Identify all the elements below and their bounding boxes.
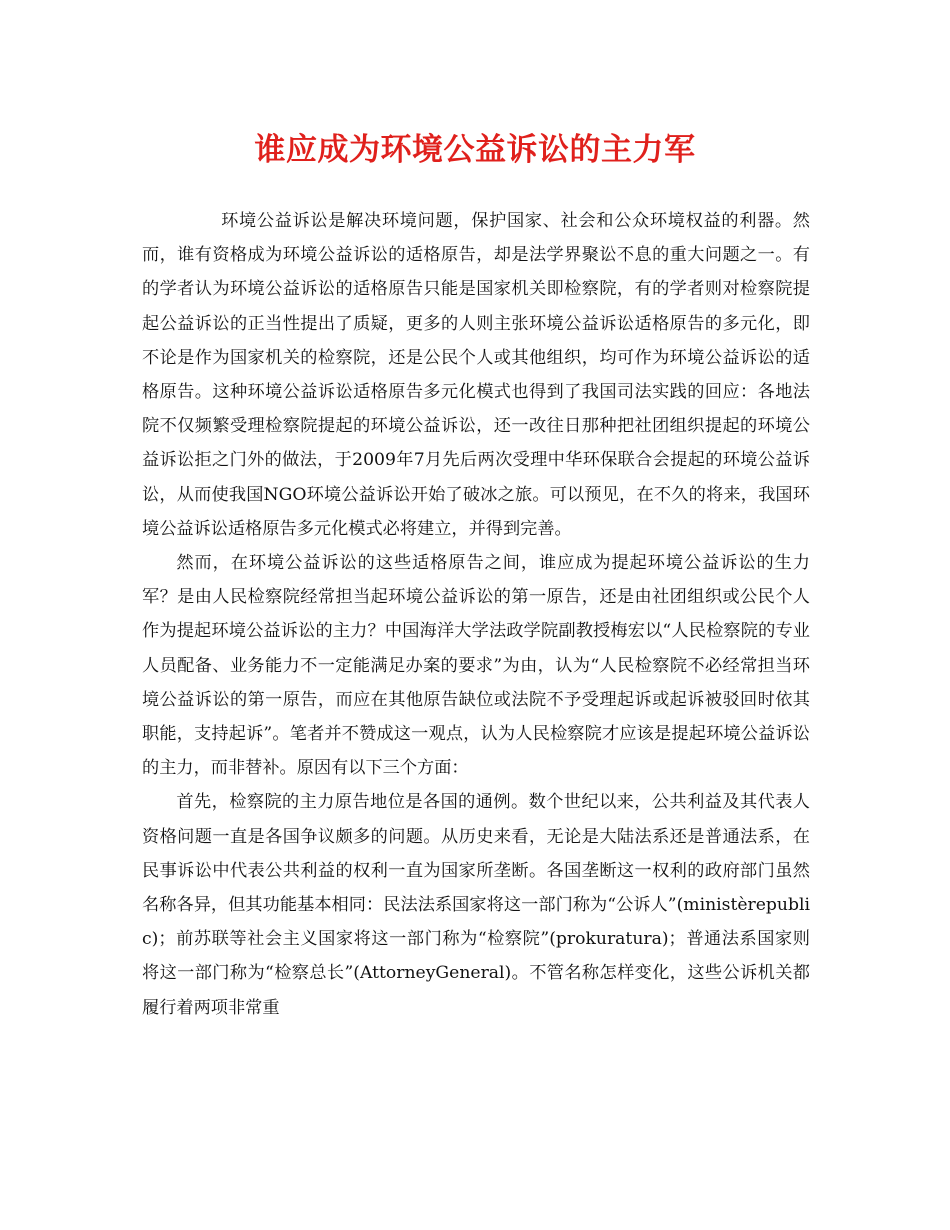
document-title: 谁应成为环境公益诉讼的主力军 — [254, 132, 696, 168]
paragraph-3: 首先，检察院的主力原告地位是各国的通例。数个世纪以来，公共利益及其代表人资格问题一直是各国争议颇多的问题。从历史来看，无论是大陆法系还是普通法系，在民事诉讼中代表公共利益的权利一直为国家所垄断。各国垄断这一权利的政府部门虽然名称各异，但其功能基本相同：民法法系国家将这一部门称为“公诉人”(ministèrepublic)；前苏联等社会主义国家将这一部门称为“检察院”(prokuratura)；普通法系国家则将这一部门称为“检察总长”(AttorneyGeneral)。不管名称怎样变化，这些公诉机关都履行着两项非常重 — [142, 792, 810, 1018]
paragraph-2: 然而，在环境公益诉讼的这些适格原告之间，谁应成为提起环境公益诉讼的生力军？是由人民检察院经常担当起环境公益诉讼的第一原告，还是由社团组织或公民个人作为提起环境公益诉讼的主力？中国海洋大学法政学院副教授梅宏以“人民检察院的专业人员配备、业务能力不一定能满足办案的要求”为由，认为“人民检察院不必经常担当环境公益诉讼的第一原告，而应在其他原告缺位或法院不予受理起诉或起诉被驳回时依其职能，支持起诉”。笔者并不赞成这一观点，认为人民检察院才应该是提起环境公益诉讼的主力，而非替补。原因有以下三个方面： — [142, 553, 810, 779]
paragraph-1: 环境公益诉讼是解决环境问题，保护国家、社会和公众环境权益的利器。然而，谁有资格成为环境公益诉讼的适格原告，却是法学界聚讼不息的重大问题之一。有的学者认为环境公益诉讼的适格原告只能是国家机关即检察院，有的学者则对检察院提起公益诉讼的正当性提出了质疑，更多的人则主张环境公益诉讼适格原告的多元化，即不论是作为国家机关的检察院，还是公民个人或其他组织，均可作为环境公益诉讼的适格原告。这种环境公益诉讼适格原告多元化模式也得到了我国司法实践的回应：各地法院不仅频繁受理检察院提起的环境公益诉讼，还一改往日那种把社团组织提起的环境公益诉讼拒之门外的做法，于2009年7月先后两次受理中华环保联合会提起的环境公益诉讼，从而使我国NGO环境公益诉讼开始了破冰之旅。可以预见，在不久的将来，我国环境公益诉讼适格原告多元化模式必将建立，并得到完善。 — [142, 211, 810, 539]
document-body — [142, 204, 810, 1025]
